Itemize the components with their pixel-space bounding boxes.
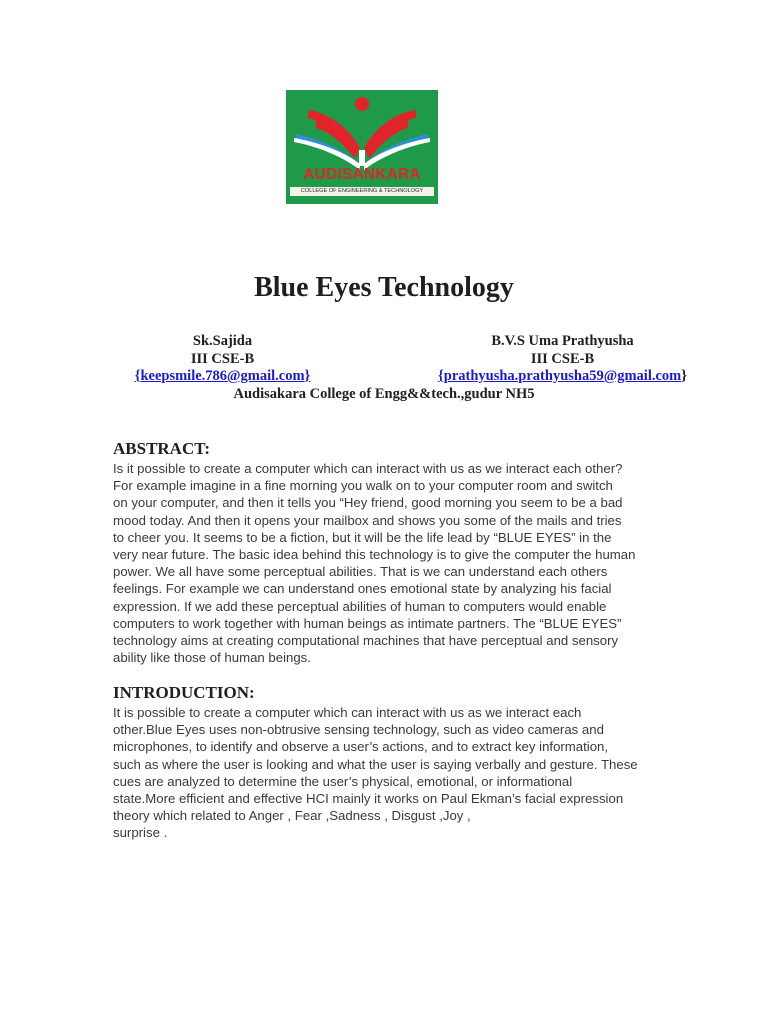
- abstract-line: technology aims at creating computational machines that have perceptual and sensory: [113, 633, 619, 649]
- introduction-line: It is possible to create a computer which can interact with us as we interact each: [113, 705, 582, 720]
- author-email-brace-open: {: [134, 368, 141, 384]
- abstract-line: expression. If we add these perceptual abilities of human to computers would enable: [113, 598, 607, 614]
- abstract-line: ability like those of human beings.: [113, 650, 311, 666]
- author-email-link[interactable]: keepsmile.786@gmail.com: [140, 368, 305, 384]
- introduction-line: state.More efficient and effective HCI mainly it works on Paul Ekman’s facial expression: [113, 791, 624, 807]
- logo-wordmark: AUDISANKARA: [303, 166, 421, 183]
- abstract-line: For example imagine in a fine morning you walk on to your computer room and switch: [113, 478, 613, 494]
- author-class: III CSE-B: [190, 350, 255, 367]
- author-email-link[interactable]: prathyusha.prathyusha59@gmail.com: [443, 368, 682, 384]
- introduction-line: theory which related to Anger , Fear ,Sadness , Disgust ,Joy ,: [113, 808, 471, 824]
- abstract-line: Is it possible to create a computer which can interact with us as we interact each other?: [113, 461, 623, 476]
- college-logo: [286, 90, 438, 204]
- introduction-line: other.Blue Eyes uses non-obtrusive sensing technology, such as video cameras and: [113, 722, 604, 738]
- author-email-brace-close: }: [681, 368, 687, 384]
- introduction-paragraph: [113, 704, 673, 842]
- introduction-line: cues are analyzed to determine the user’s physical, emotional, or informational: [113, 773, 573, 789]
- section-heading-abstract: ABSTRACT:: [113, 439, 210, 458]
- abstract-line: very near future. The basic idea behind this technology is to give the computer the human: [113, 547, 636, 563]
- author-name: Sk.Sajida: [192, 333, 253, 349]
- abstract-line: feelings. For example we can understand ones emotional state by analyzing his facial: [113, 581, 612, 597]
- author-class: III CSE-B: [530, 350, 595, 367]
- introduction-line: such as where the user is looking and what the user is saying verbally and gesture. These: [113, 756, 638, 772]
- abstract-line: mood today. And then it opens your mailbox and shows you some of the mails and tries: [113, 512, 622, 528]
- abstract-line: to cheer you. It seems to be a fiction, but it will be the life lead by “BLUE EYES” in the: [113, 529, 612, 545]
- abstract-paragraph: [113, 460, 673, 666]
- college-affiliation: Audisakara College of Engg&&tech.,gudur NH5: [233, 386, 535, 402]
- author-email-line: [110, 368, 335, 386]
- abstract-line: on your computer, and then it tells you “Hey friend, good morning you seem to be a bad: [113, 495, 623, 511]
- author-name: B.V.S Uma Prathyusha: [491, 333, 634, 349]
- author-block-1: [110, 333, 335, 386]
- author-block-2: [390, 333, 735, 386]
- author-email-brace-open: {: [438, 368, 444, 384]
- paper-title: Blue Eyes Technology: [254, 272, 514, 303]
- logo-subtitle: COLLEGE OF ENGINEERING & TECHNOLOGY: [290, 187, 434, 196]
- author-email-line: [390, 368, 735, 386]
- introduction-line: microphones, to identify and observe a user’s actions, and to extract key information,: [113, 739, 609, 755]
- author-email-brace-close: }: [304, 368, 311, 384]
- section-heading-introduction: INTRODUCTION:: [113, 683, 255, 702]
- abstract-line: power. We all have some perceptual abilities. That is we can understand each others: [113, 564, 608, 580]
- abstract-line: computers to work together with human beings as intimate partners. The “BLUE EYES”: [113, 615, 622, 631]
- introduction-line: surprise .: [113, 825, 168, 841]
